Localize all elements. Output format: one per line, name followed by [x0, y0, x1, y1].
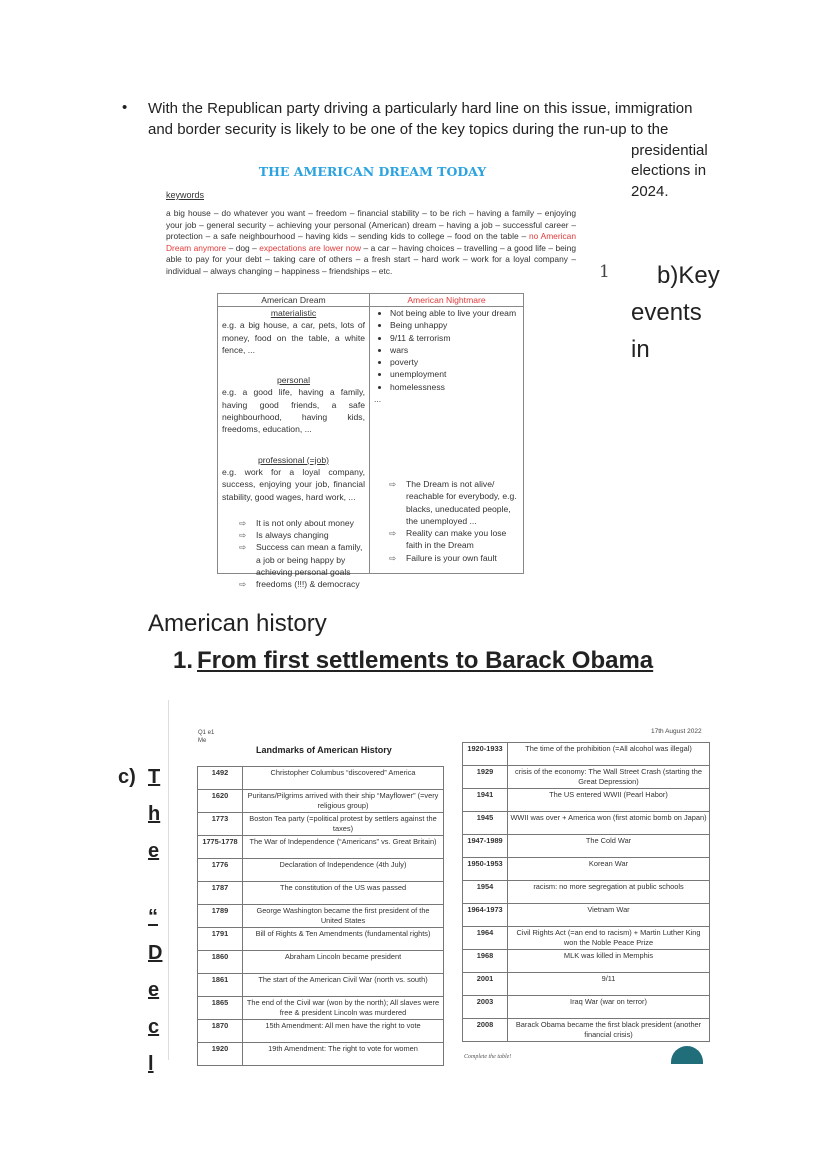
section-subtitle	[173, 647, 653, 675]
event-cell: Boston Tea party (=political protest by settlers against the taxes)	[243, 813, 444, 836]
table-row	[198, 1020, 444, 1043]
table-row	[198, 974, 444, 997]
keywords-text: a big house – do whatever you want – freedom – financial stability – to be rich – having a family – enjoying your job – general security – achieving your personal (American) dream – having a job – successful career – protection – a safe neighbourhood – having kids – sending kids to college – food on the table –	[166, 208, 576, 242]
nightmare-bullet: • homelessness	[390, 381, 517, 393]
dream-point: ⇨ Success can mean a family, a job or being happy by achieving personal goals	[256, 541, 365, 578]
year-cell: 1920	[198, 1043, 243, 1066]
table-row	[198, 1043, 444, 1066]
dream-header: American Dream	[218, 294, 369, 307]
american-dream-today-image	[160, 160, 585, 290]
meta-2: Me	[198, 738, 207, 744]
nightmare-column	[370, 294, 523, 573]
vertical-letter: “	[148, 906, 158, 928]
year-cell: 1861	[198, 974, 243, 997]
side-heading-3: in	[631, 336, 650, 363]
keywords-label: keywords	[166, 190, 205, 200]
vertical-letter: T	[148, 766, 161, 788]
nightmare-point: ⇨ Failure is your own fault	[406, 552, 521, 564]
vertical-letter: l	[148, 1053, 154, 1075]
vertical-letter: c	[148, 1016, 160, 1038]
dream-nightmare-table	[217, 293, 524, 590]
keywords-red: expectations are lower now	[259, 242, 362, 253]
materialistic-heading: materialistic	[270, 308, 317, 318]
landmarks-image	[168, 700, 721, 1060]
landmarks-title: Landmarks of American History	[256, 745, 392, 755]
dream-point: ⇨ Is always changing	[256, 529, 365, 541]
keywords-text: – a car – having choices – travelling – a good life – being able to pay for your debt – taking care of others – a fresh start – hard work – work for a loyal company – individual – always changing – happiness – friendships – etc.	[166, 242, 576, 276]
event-cell: Iraq War (war on terror)	[508, 996, 710, 1019]
table-row	[463, 881, 710, 904]
event-cell: Bill of Rights & Ten Amendments (fundamental rights)	[243, 928, 444, 951]
nightmare-bullet: • poverty	[390, 356, 517, 368]
nightmare-point: ⇨ Reality can make you lose faith in the Dream	[406, 527, 521, 552]
year-cell: 2001	[463, 973, 508, 996]
table-row	[463, 789, 710, 812]
year-cell: 1789	[198, 905, 243, 928]
table-row	[463, 743, 710, 766]
keywords-red: no American Dream anymore	[166, 231, 576, 253]
table-row	[463, 1019, 710, 1042]
dream-point: ⇨ freedoms (!!!) & democracy	[256, 578, 365, 590]
section-number: 1.	[173, 647, 194, 674]
event-cell: Declaration of Independence (4th July)	[243, 859, 444, 882]
table-row	[198, 882, 444, 905]
nightmare-point: ⇨ The Dream is not alive/ reachable for everybody, e.g. blacks, uneducated people, the unemployed ...	[406, 478, 521, 527]
year-cell: 1920-1933	[463, 743, 508, 766]
meta-1: Q1 e1	[198, 730, 215, 736]
table-row	[198, 859, 444, 882]
event-cell: The start of the American Civil War (north vs. south)	[243, 974, 444, 997]
vertical-letter: c)	[118, 766, 136, 788]
bullet-marker: •	[122, 99, 128, 116]
year-cell: 1773	[198, 813, 243, 836]
table-row	[198, 951, 444, 974]
table-row	[198, 836, 444, 859]
table-row	[463, 973, 710, 996]
side-heading-2: events	[631, 299, 702, 326]
year-cell: 1941	[463, 789, 508, 812]
year-cell: 2003	[463, 996, 508, 1019]
intro-side-1: presidential	[631, 142, 708, 159]
event-cell: George Washington became the first president of the United States	[243, 905, 444, 928]
landmarks-footer: Complete the table!	[464, 1054, 512, 1060]
table-row	[198, 905, 444, 928]
landmarks-table-left	[197, 766, 444, 1066]
section-title: American history	[148, 610, 327, 637]
dream-points	[218, 517, 369, 591]
event-cell: Puritans/Pilgrims arrived with their ship “Mayflower” (=very religious group)	[243, 790, 444, 813]
event-cell: The constitution of the US was passed	[243, 882, 444, 905]
nightmare-points	[370, 478, 523, 564]
vertical-letter: e	[148, 979, 160, 1001]
keywords-paragraph	[166, 208, 576, 278]
event-cell: The US entered WWII (Pearl Habor)	[508, 789, 710, 812]
table-row	[198, 813, 444, 836]
section-subtitle-text: From first settlements to Barack Obama	[197, 647, 654, 674]
event-cell: Civil Rights Act (=an end to racism) + Martin Luther King won the Noble Peace Prize	[508, 927, 710, 950]
professional-heading: professional (=job)	[258, 454, 329, 465]
event-cell: The end of the Civil war (won by the north); All slaves were free & president Lincoln was murdered	[243, 997, 444, 1020]
event-cell: 15th Amendment: All men have the right to vote	[243, 1020, 444, 1043]
year-cell: 1870	[198, 1020, 243, 1043]
year-cell: 1860	[198, 951, 243, 974]
intro-side-2: elections in	[631, 162, 707, 179]
year-cell: 1968	[463, 950, 508, 973]
table-row	[463, 950, 710, 973]
table-row	[463, 927, 710, 950]
personal-heading: personal	[277, 375, 310, 386]
table-row	[463, 812, 710, 835]
table-row	[463, 835, 710, 858]
table-row	[198, 928, 444, 951]
side-heading-1: b)Key	[657, 262, 720, 289]
year-cell: 1950-1953	[463, 858, 508, 881]
event-cell: Korean War	[508, 858, 710, 881]
event-cell: Abraham Lincoln became president	[243, 951, 444, 974]
nightmare-bullets	[370, 307, 523, 393]
dream-point: ⇨ It is not only about money	[256, 517, 365, 529]
table-row	[198, 790, 444, 813]
materialistic-text: e.g. a big house, a car, pets, lots of money, food on the table, a white fence, ...	[222, 320, 365, 355]
year-cell: 1964	[463, 927, 508, 950]
nightmare-bullet: • 9/11 & terrorism	[390, 332, 517, 344]
personal-text: e.g. a good life, having a family, having good friends, a safe neighbourhood, having kids, freedoms, education, ...	[222, 387, 365, 435]
vertical-letter: h	[148, 803, 161, 825]
table-row	[463, 766, 710, 789]
nightmare-bullet: • unemployment	[390, 368, 517, 380]
event-cell: crisis of the economy: The Wall Street Crash (starting the Great Depression)	[508, 766, 710, 789]
year-cell: 1620	[198, 790, 243, 813]
landmarks-date: 17th August 2022	[651, 728, 702, 735]
year-cell: 1775-1778	[198, 836, 243, 859]
nightmare-ellipsis: ...	[374, 394, 382, 405]
event-cell: 19th Amendment: The right to vote for women	[243, 1043, 444, 1066]
event-cell: The time of the prohibition (=All alcohol was illegal)	[508, 743, 710, 766]
year-cell: 1776	[198, 859, 243, 882]
event-cell: racism: no more segregation at public schools	[508, 881, 710, 904]
nightmare-bullet: • Being unhappy	[390, 319, 517, 331]
nightmare-bullet: • Not being able to live your dream	[390, 307, 517, 319]
vertical-letter: e	[148, 840, 160, 862]
year-cell: 1945	[463, 812, 508, 835]
table-row	[463, 996, 710, 1019]
event-cell: Barack Obama became the first black president (another financial crisis)	[508, 1019, 710, 1042]
year-cell: 1865	[198, 997, 243, 1020]
event-cell: The War of Independence (“Americans” vs. Great Britain)	[243, 836, 444, 859]
page-number: 1	[599, 262, 610, 282]
logo-icon	[671, 1046, 703, 1064]
event-cell: 9/11	[508, 973, 710, 996]
vertical-letter: D	[148, 942, 163, 964]
event-cell: WWII was over + America won (first atomic bomb on Japan)	[508, 812, 710, 835]
year-cell: 1947-1989	[463, 835, 508, 858]
event-cell: Christopher Columbus “discovered” America	[243, 767, 444, 790]
professional-text: e.g. work for a loyal company, success, enjoying your job, financial stability, good wages, hard work, ...	[222, 466, 365, 502]
meta	[198, 729, 214, 745]
year-cell: 1791	[198, 928, 243, 951]
year-cell: 1954	[463, 881, 508, 904]
keywords-text: – dog –	[226, 242, 260, 253]
intro-side-3: 2024.	[631, 183, 669, 200]
event-cell: The Cold War	[508, 835, 710, 858]
event-cell: Vietnam War	[508, 904, 710, 927]
dream-today-title: THE AMERICAN DREAM TODAY	[258, 164, 487, 179]
table-row	[463, 858, 710, 881]
table-row	[463, 904, 710, 927]
nightmare-header: American Nightmare	[370, 294, 523, 307]
event-cell: MLK was killed in Memphis	[508, 950, 710, 973]
nightmare-bullet: • wars	[390, 344, 517, 356]
year-cell: 1787	[198, 882, 243, 905]
year-cell: 1964-1973	[463, 904, 508, 927]
intro-line-1: With the Republican party driving a particularly hard line on this issue, immigration	[148, 100, 693, 117]
year-cell: 2008	[463, 1019, 508, 1042]
intro-line-2: and border security is likely to be one of the key topics during the run-up to the	[148, 121, 669, 138]
year-cell: 1929	[463, 766, 508, 789]
landmarks-table-right	[462, 742, 710, 1042]
table-row	[198, 997, 444, 1020]
year-cell: 1492	[198, 767, 243, 790]
dream-column	[218, 294, 370, 590]
table-row	[198, 767, 444, 790]
